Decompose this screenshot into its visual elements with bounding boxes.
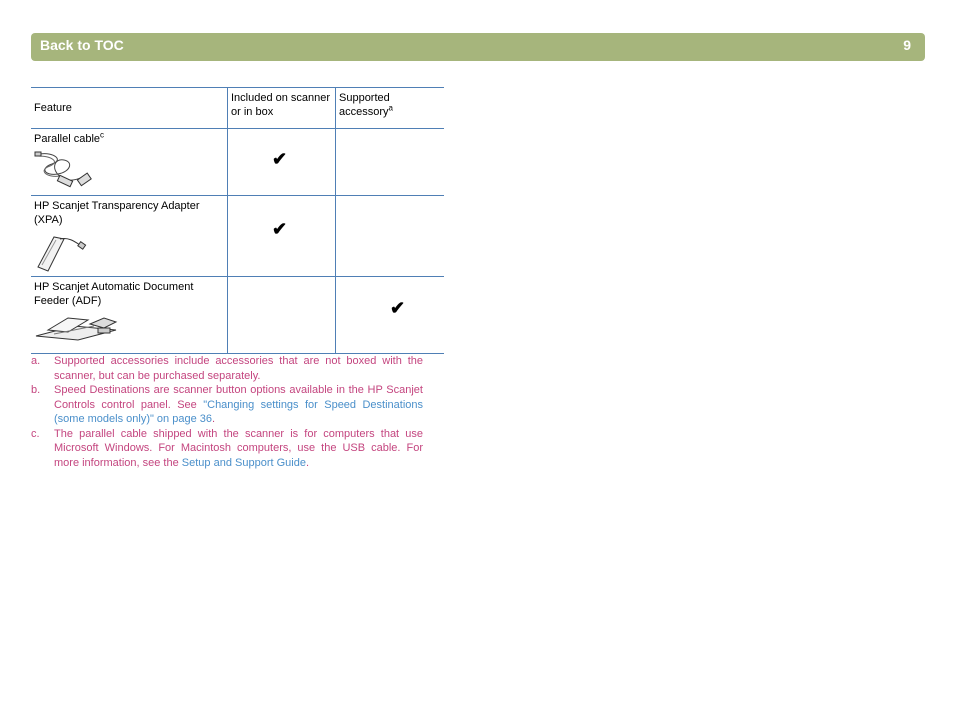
check-icon: ✔	[389, 298, 406, 318]
feature-label: HP Scanjet Transparency Adapter (XPA)	[34, 200, 200, 226]
transparency-adapter-icon	[34, 231, 90, 273]
table-header-row	[31, 88, 444, 129]
table-row	[31, 129, 444, 196]
feature-label: Parallel cable	[34, 133, 101, 145]
parallel-cable-icon	[34, 150, 94, 190]
setup-guide-link[interactable]: Setup and Support Guide	[181, 456, 306, 469]
footnote-c: c. The parallel cable shipped with the scanner is for computers that use Microsoft Windows. For Macintosh computers, use the USB cable. For more information, see the Setup and Support Guide.	[31, 427, 423, 469]
check-icon: ✔	[271, 219, 288, 239]
page-number: 9	[903, 37, 911, 53]
header-included: Included on scanner or in box	[228, 88, 336, 129]
check-icon: ✔	[271, 149, 288, 169]
footnote-b: b. Speed Destinations are scanner button options available in the HP Scanjet Controls control panel. See "Changing settings for Speed Destinations (some models only)" on page 36.	[31, 384, 423, 425]
back-to-toc-link[interactable]: Back to TOC	[40, 37, 124, 53]
feature-cell	[31, 277, 228, 354]
footnote-a: a. Supported accessories include accessories that are not boxed with the scanner, but can be purchased separately.	[31, 355, 423, 382]
feature-table	[31, 87, 444, 354]
feature-cell: Parallel cable$^c$	[31, 129, 228, 196]
speed-destinations-link[interactable]: "Changing settings for Speed Destinations (some models only)" on page 36	[54, 398, 423, 425]
table-row	[31, 196, 444, 277]
included-cell	[228, 196, 336, 277]
footnotes	[31, 354, 423, 470]
feature-cell	[31, 196, 228, 277]
supported-cell	[336, 277, 445, 354]
header-feature: Feature	[31, 88, 228, 129]
included-cell	[228, 277, 336, 354]
feature-label: HP Scanjet Automatic Document Feeder (ADF)	[34, 281, 194, 307]
table-row	[31, 277, 444, 354]
document-feeder-icon	[34, 312, 118, 342]
header-supported: Supported accessory$^a$	[336, 88, 445, 129]
header-bar	[31, 33, 925, 61]
supported-cell	[336, 196, 445, 277]
supported-cell	[336, 129, 445, 196]
included-cell	[228, 129, 336, 196]
